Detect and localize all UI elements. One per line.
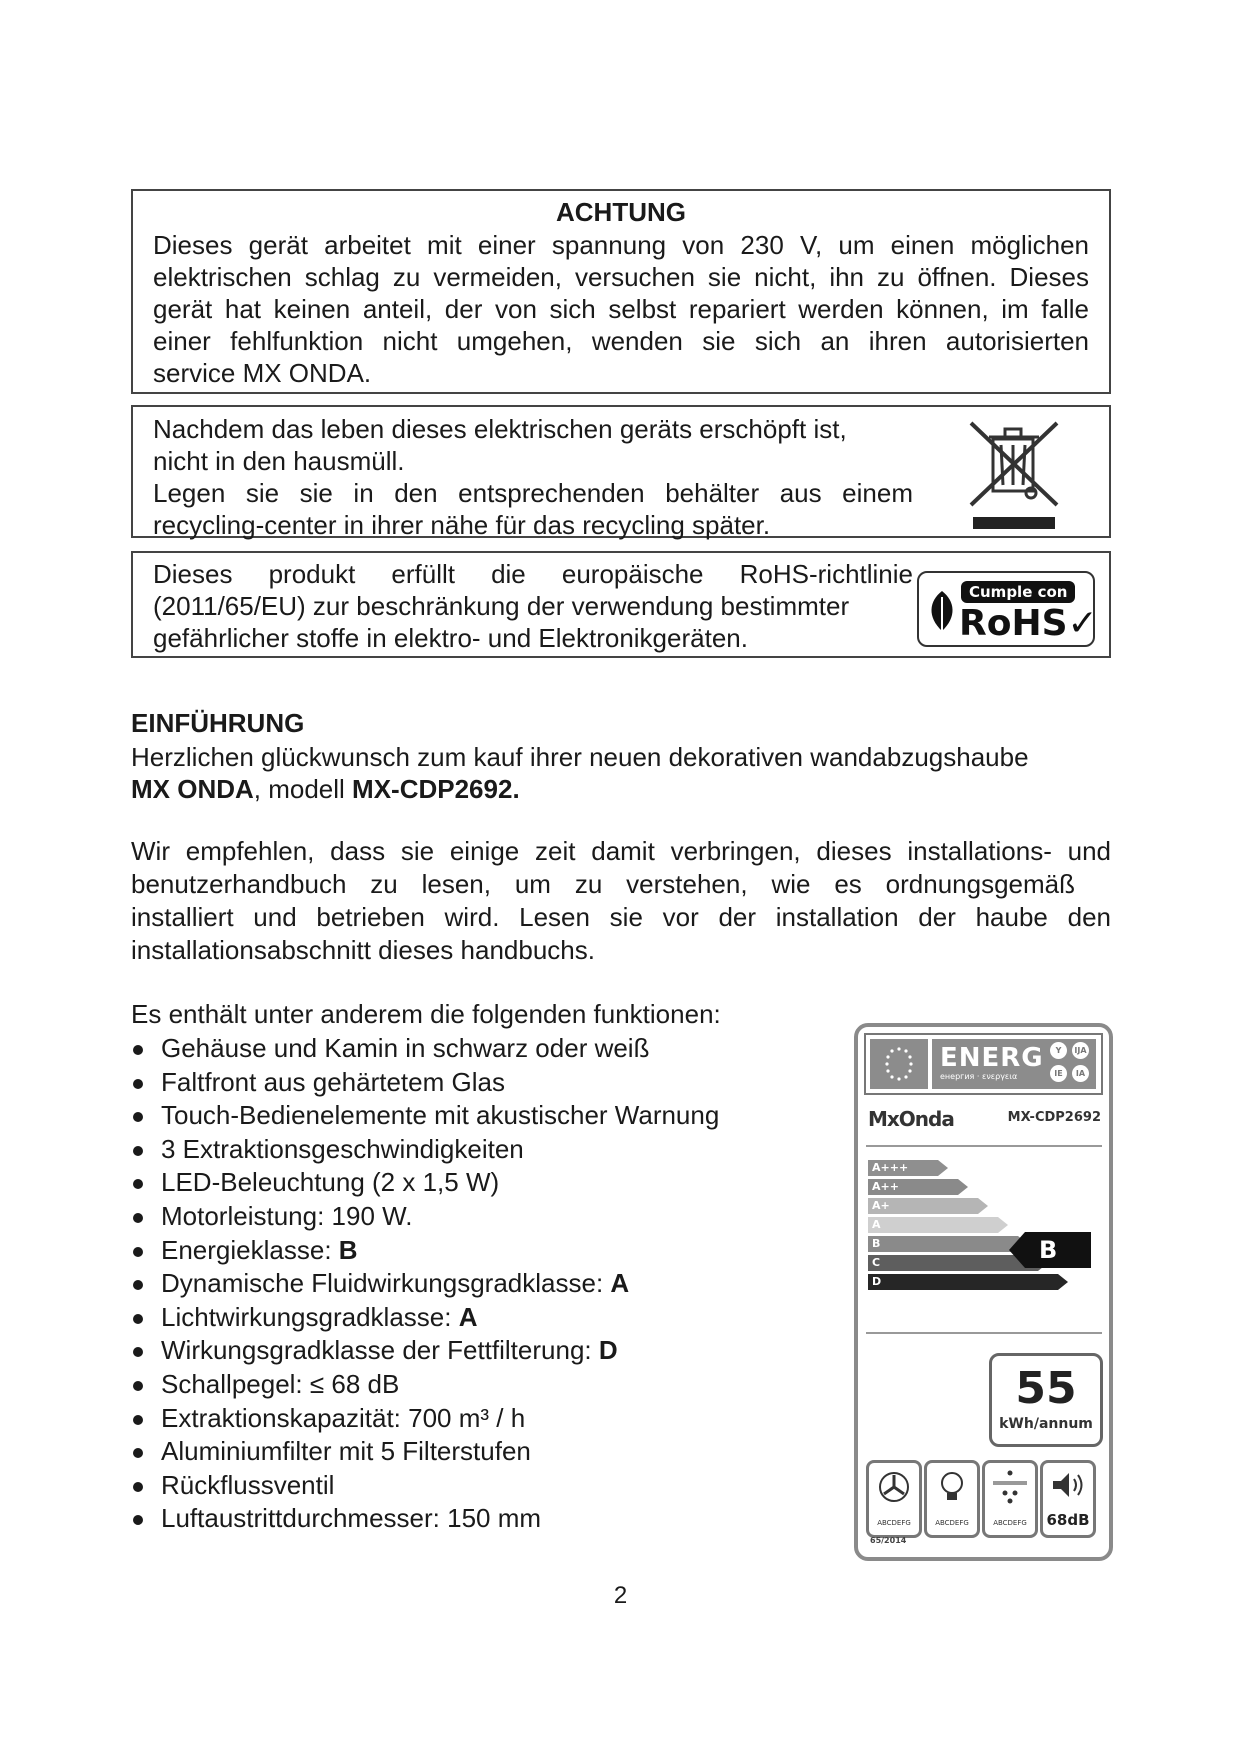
regulation-number: 65/2014 — [870, 1536, 907, 1545]
feature-item — [131, 1502, 811, 1536]
energy-label-model: MX-CDP2692 — [1007, 1110, 1101, 1125]
kwh-value: 55 — [1015, 1363, 1077, 1414]
weee-crossed-bin-icon — [959, 413, 1069, 531]
bullet-icon — [133, 1415, 143, 1425]
energy-header-text: ENERG — [940, 1043, 1044, 1073]
feature-item — [131, 1133, 811, 1167]
fan-icon — [869, 1463, 919, 1507]
intro-title: EINFÜHRUNG — [131, 708, 305, 738]
features-title: Es enthält unter anderem die folgenden funktionen: — [131, 999, 721, 1029]
warning-line: elektrischen schlag zu vermeiden, versuchen sie nicht, ihn zu öffnen. Dieses — [153, 262, 1089, 292]
bullet-icon — [133, 1381, 143, 1391]
feature-text: Dynamische Fluidwirkungsgradklasse: — [161, 1268, 611, 1299]
recommend-line: Wir empfehlen, dass sie einige zeit damit verbringen, dieses installations- und — [131, 836, 1111, 866]
feature-text: LED-Beleuchtung (2 x 1,5 W) — [161, 1167, 500, 1198]
noise-box — [1040, 1460, 1096, 1538]
model-name: MX-CDP2692. — [352, 774, 520, 804]
bullet-icon — [133, 1179, 143, 1189]
rohs-line: gefährlicher stoffe in elektro- und Elektronikgeräten. — [153, 623, 748, 653]
recommend-line: installiert und betrieben wird. Lesen sie vor der installation der haube den — [131, 902, 1111, 932]
recycling-line: Nachdem das leben dieses elektrischen geräts erschöpft ist, — [153, 414, 847, 444]
bullet-icon — [133, 1045, 143, 1055]
energy-class-bar: C — [868, 1255, 1038, 1271]
energy-class-bar: A — [868, 1217, 998, 1233]
bullet-icon — [133, 1314, 143, 1324]
energy-class-bar: A++ — [868, 1179, 958, 1195]
warning-line: gerät hat keinen anteil, der von sich selbst repariert werden können, im falle — [153, 294, 1089, 324]
bullet-icon — [133, 1146, 143, 1156]
feature-item — [131, 1267, 811, 1301]
feature-item — [131, 1334, 811, 1368]
bullet-icon — [133, 1347, 143, 1357]
feature-item — [131, 1402, 811, 1436]
speaker-icon — [1043, 1463, 1093, 1507]
feature-value: D — [598, 1335, 618, 1366]
feature-item — [131, 1469, 811, 1503]
feature-text: Luftaustrittdurchmesser: 150 mm — [161, 1503, 542, 1534]
recycling-line: Legen sie sie in den entsprechenden behälter aus einem — [153, 478, 913, 508]
feature-text: Motorleistung: 190 W. — [161, 1200, 413, 1231]
lang-circle: Y — [1050, 1042, 1067, 1059]
feature-text: Gehäuse und Kamin in schwarz oder weiß — [161, 1033, 650, 1063]
recommend-line: installationsabschnitt dieses handbuchs. — [131, 935, 595, 965]
features-list — [131, 1032, 811, 1536]
feature-value: A — [610, 1268, 630, 1299]
bullet-icon — [133, 1112, 143, 1122]
eu-flag-icon — [870, 1039, 928, 1089]
energy-consumption-box — [989, 1353, 1103, 1447]
energy-class-bar: B — [868, 1236, 1018, 1252]
rohs-line: (2011/65/EU) zur beschränkung der verwendung bestimmter — [153, 591, 850, 621]
noise-value: 68dB — [1046, 1511, 1090, 1529]
energy-class-bar: D — [868, 1274, 1058, 1290]
intro-line-2 — [131, 773, 1111, 805]
model-prefix: , modell — [253, 774, 353, 804]
light-efficiency-box — [924, 1460, 980, 1538]
feature-item — [131, 1066, 811, 1100]
feature-item — [131, 1301, 811, 1335]
brand-name: MX ONDA — [131, 774, 254, 804]
feature-item — [131, 1368, 811, 1402]
feature-text: Lichtwirkungsgradklasse: — [161, 1301, 459, 1332]
recycling-box — [131, 405, 1111, 538]
feature-item — [131, 1435, 811, 1469]
feature-text: 3 Extraktionsgeschwindigkeiten — [161, 1133, 524, 1164]
feature-text: Aluminiumfilter mit 5 Filterstufen — [161, 1436, 531, 1467]
feature-text: Touch-Bedienelemente mit akustischer Warnung — [161, 1100, 720, 1131]
warning-box — [131, 189, 1111, 394]
rohs-badge-main: RoHS✓ — [959, 603, 1098, 644]
warning-title: ACHTUNG — [556, 197, 686, 227]
feature-text: Rückflussventil — [161, 1469, 335, 1500]
rohs-line: Dieses produkt erfüllt die europäische RoHS-richtlinie — [153, 559, 913, 589]
light-bulb-icon — [927, 1463, 977, 1507]
divider — [866, 1332, 1102, 1334]
bullet-icon — [133, 1482, 143, 1492]
energy-label-header — [864, 1033, 1103, 1095]
recommend-line: benutzerhandbuch zu lesen, um zu verstehen, wie es ordnungsgemäß — [131, 869, 1075, 899]
bullet-icon — [133, 1515, 143, 1525]
fan-class-scale: ABCDEFG — [877, 1519, 911, 1527]
feature-text: Energieklasse: — [161, 1234, 339, 1265]
divider — [866, 1145, 1102, 1147]
bullet-icon — [133, 1247, 143, 1257]
energy-header-sub: енергия · ενεργεια — [940, 1072, 1018, 1081]
warning-line: Dieses gerät arbeitet mit einer spannung von 230 V, um einen möglichen — [153, 230, 1089, 260]
recommendation-paragraph — [131, 835, 1111, 967]
intro-line: Herzlichen glückwunsch zum kauf ihrer neuen dekorativen wandabzugshaube — [131, 742, 1029, 772]
rohs-box — [131, 551, 1111, 658]
bullet-icon — [133, 1280, 143, 1290]
fan-efficiency-box — [866, 1460, 922, 1538]
feature-text: Wirkungsgradklasse der Fettfilterung: — [161, 1335, 599, 1366]
energy-class-bar: A+ — [868, 1198, 978, 1214]
lang-circle: IJA — [1072, 1042, 1089, 1059]
grease-filter-icon — [985, 1463, 1035, 1507]
feature-item — [131, 1234, 811, 1268]
kwh-unit: kWh/annum — [999, 1416, 1093, 1432]
feature-item — [131, 1200, 811, 1234]
feature-text: Schallpegel: ≤ 68 dB — [161, 1368, 400, 1399]
bullet-icon — [133, 1213, 143, 1223]
feature-value: A — [458, 1301, 478, 1332]
leaf-icon — [925, 587, 959, 637]
energy-class-bar: A+++ — [868, 1160, 938, 1176]
intro-text — [131, 741, 1111, 805]
feature-item — [131, 1166, 811, 1200]
feature-item — [131, 1099, 811, 1133]
rohs-badge-top: Cumple con — [961, 581, 1075, 603]
rohs-badge — [917, 571, 1098, 647]
energy-class-bars — [868, 1160, 1058, 1293]
feature-item — [131, 1032, 811, 1066]
feature-value: B — [338, 1234, 358, 1265]
feature-text: Extraktionskapazität: 700 m³ / h — [161, 1402, 526, 1433]
grease-class-scale: ABCDEFG — [993, 1519, 1027, 1527]
energy-label-brand: MxOnda — [868, 1107, 954, 1131]
energy-header-band — [932, 1039, 1096, 1089]
rated-class-badge: B — [1025, 1232, 1091, 1268]
bullet-icon — [133, 1079, 143, 1089]
grease-filter-box — [982, 1460, 1038, 1538]
bullet-icon — [133, 1448, 143, 1458]
energy-label — [854, 1023, 1113, 1561]
recycling-line: recycling-center in ihrer nähe für das recycling später. — [153, 510, 771, 540]
feature-text: Faltfront aus gehärtetem Glas — [161, 1066, 505, 1097]
light-class-scale: ABCDEFG — [935, 1519, 969, 1527]
warning-line: einer fehlfunktion nicht umgehen, wenden sie sich an ihren autorisierten — [153, 326, 1089, 356]
recycling-line: nicht in den hausmüll. — [153, 446, 405, 476]
warning-line: service MX ONDA. — [153, 358, 372, 388]
page-number: 2 — [613, 1582, 628, 1609]
lang-circle: IA — [1072, 1065, 1089, 1082]
lang-circle: IE — [1050, 1065, 1067, 1082]
